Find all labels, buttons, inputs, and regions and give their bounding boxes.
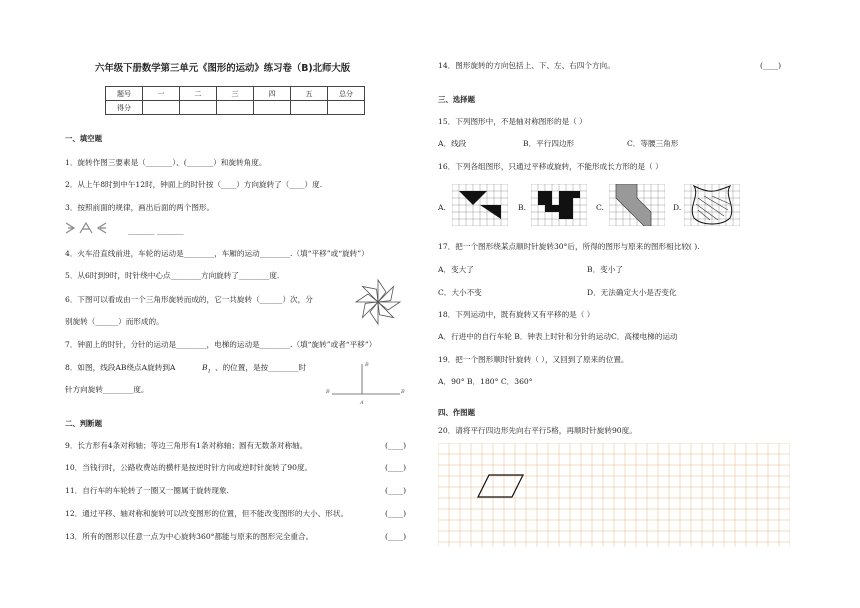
q3-answer-blanks: _______ _______	[128, 226, 184, 235]
question-2: 2．从上午8时到中午12时，钟面上的时针按（____）方向旋转了（____）度.	[65, 180, 323, 189]
q16-figure-d	[684, 184, 740, 226]
question-3: 3．按照前面的规律，画出后面的两个图形。	[65, 203, 215, 212]
answer-blank-12[interactable]: (____)	[385, 509, 407, 518]
question-8-part2: 、的位置，是按________时	[215, 363, 307, 372]
section-draw-heading: 四、作图题	[438, 408, 475, 417]
q17-option-c[interactable]: C．大小不变	[438, 288, 482, 297]
score-cell[interactable]	[217, 101, 254, 115]
question-16: 16．下列各组图形，只通过平移或旋转，不能形成长方形的是（ ）	[438, 162, 663, 171]
question-20: 20．请将平行四边形先向右平行5格，再顺时针旋转90度。	[438, 426, 637, 435]
q8-rotation-figure	[322, 356, 412, 410]
question-1: 1．旋转作图三要素是（_______）、(_______）和旋转角度。	[65, 158, 267, 167]
score-cell[interactable]	[143, 101, 180, 115]
q3-pattern-figure	[64, 221, 124, 235]
question-7: 7．钟面上的时针，分针的运动是________，电梯的运动是________.（填“旋转”或者“平移”）	[65, 340, 377, 349]
score-cell[interactable]	[291, 101, 328, 115]
question-6-line2: 别旋转（______）而形成的。	[65, 317, 164, 326]
question-13: 13．所有的图形以任意一点为中心旋转360°都能与原来的图形完全重合。	[65, 532, 314, 541]
question-8-part1: 8．如图，线段AB绕点A旋转到A	[65, 363, 176, 372]
answer-blank-9[interactable]: (____)	[385, 441, 407, 450]
q8-label-b: B	[365, 362, 369, 368]
parallelogram-shape	[478, 475, 523, 497]
section-choice-heading: 三、选择题	[438, 95, 475, 104]
answer-blank-13[interactable]: (____)	[385, 532, 407, 541]
score-cell[interactable]	[254, 101, 291, 115]
answer-blank-14[interactable]: (____)	[760, 61, 782, 70]
score-header-cell: 二	[180, 87, 217, 101]
question-6-line1: 6．下图可以看成由一个三角形旋转而成的，它一共旋转（______）次，分	[65, 295, 313, 304]
q15-option-c[interactable]: C．等腰三角形	[627, 139, 679, 148]
question-19: 19．把一个图形顺时针旋转（ ），又回到了原来的位置。	[438, 355, 629, 364]
q17-option-d[interactable]: D．无法确定大小是否变化	[587, 288, 677, 297]
score-header-cell: 总分	[328, 87, 365, 101]
question-5: 5．从6时到9时，时针绕中心点________方向旋转了________度.	[65, 271, 280, 280]
question-18: 18．下列运动中，既有旋转又有平移的是（ ）	[438, 310, 595, 319]
score-header-cell: 三	[217, 87, 254, 101]
question-17: 17．把一个图形绕某点顺时针旋转30°后，所得的图形与原来的图形相比较( ).	[438, 242, 700, 251]
score-value-row	[106, 101, 365, 115]
answer-blank-11[interactable]: (____)	[385, 486, 407, 495]
q15-option-a[interactable]: A．线段	[438, 139, 467, 148]
question-10: 10．当钱行时，公路收费站的横杆是按逆时针方向或逆时针旋转了90度。	[65, 463, 313, 472]
q17-option-b[interactable]: B．变小了	[587, 265, 623, 274]
score-cell[interactable]	[180, 101, 217, 115]
q8-label-b1-right: B	[401, 389, 405, 395]
q17-option-a[interactable]: A．变大了	[438, 265, 474, 274]
score-row-label: 得分	[106, 101, 143, 115]
page-title: 六年级下册数学第三单元《图形的运动》练习卷（B)北师大版	[95, 63, 351, 74]
question-12: 12．通过平移、轴对称和旋转可以改变图形的位置，但不能改变图形的大小、形状。	[65, 509, 349, 518]
pinwheel-figure	[352, 276, 404, 328]
q16-figure-b	[531, 184, 587, 226]
question-8-line2: 针方向旋转________度。	[65, 385, 149, 394]
q16-option-d[interactable]: D.	[673, 203, 682, 212]
score-header-cell: 四	[254, 87, 291, 101]
q16-option-a[interactable]: A.	[438, 203, 446, 212]
q8-label-a: A	[360, 400, 364, 406]
score-table	[105, 86, 365, 115]
score-header-cell: 题号	[106, 87, 143, 101]
question-9: 9．长方形有4条对称轴；等边三角形有1条对称轴；圆有无数条对称轴。	[65, 441, 308, 450]
section-fill-heading: 一、填空题	[65, 134, 102, 143]
q15-option-b[interactable]: B．平行四边形	[523, 139, 575, 148]
q8-label-b1: $B_1$	[202, 363, 211, 375]
question-4: 4．火车沿直线前进，车轮的运动是________，车厢的运动________.（填“平移”或“旋转”）	[65, 249, 369, 258]
score-header-row	[106, 87, 365, 101]
q18-options[interactable]: A．行进中的自行车轮 B．钟表上时针和分针的运动C．高楼电梯的运动	[438, 332, 678, 341]
q16-option-b[interactable]: B.	[518, 203, 526, 212]
question-11: 11．自行车的车轮转了一圈又一圈属于旋转现象.	[65, 486, 229, 495]
score-header-cell: 一	[143, 87, 180, 101]
question-14: 14．图形旋转的方向包括上、下、左、右四个方向。	[438, 61, 615, 70]
section-judge-heading: 二、判断题	[65, 419, 102, 428]
q16-option-c[interactable]: C.	[596, 203, 604, 212]
answer-blank-10[interactable]: (____)	[385, 463, 407, 472]
score-cell[interactable]	[328, 101, 365, 115]
q8-label-b1-left: B	[326, 389, 330, 395]
q16-figure-a	[452, 184, 508, 226]
question-15: 15．下列图形中，不是轴对称图形的是（ ）	[438, 117, 587, 126]
q19-options[interactable]: A．90° B．180° C．360°	[438, 377, 533, 386]
q16-figure-c	[609, 184, 665, 226]
q20-drawing-grid[interactable]	[438, 443, 790, 547]
score-header-cell: 五	[291, 87, 328, 101]
